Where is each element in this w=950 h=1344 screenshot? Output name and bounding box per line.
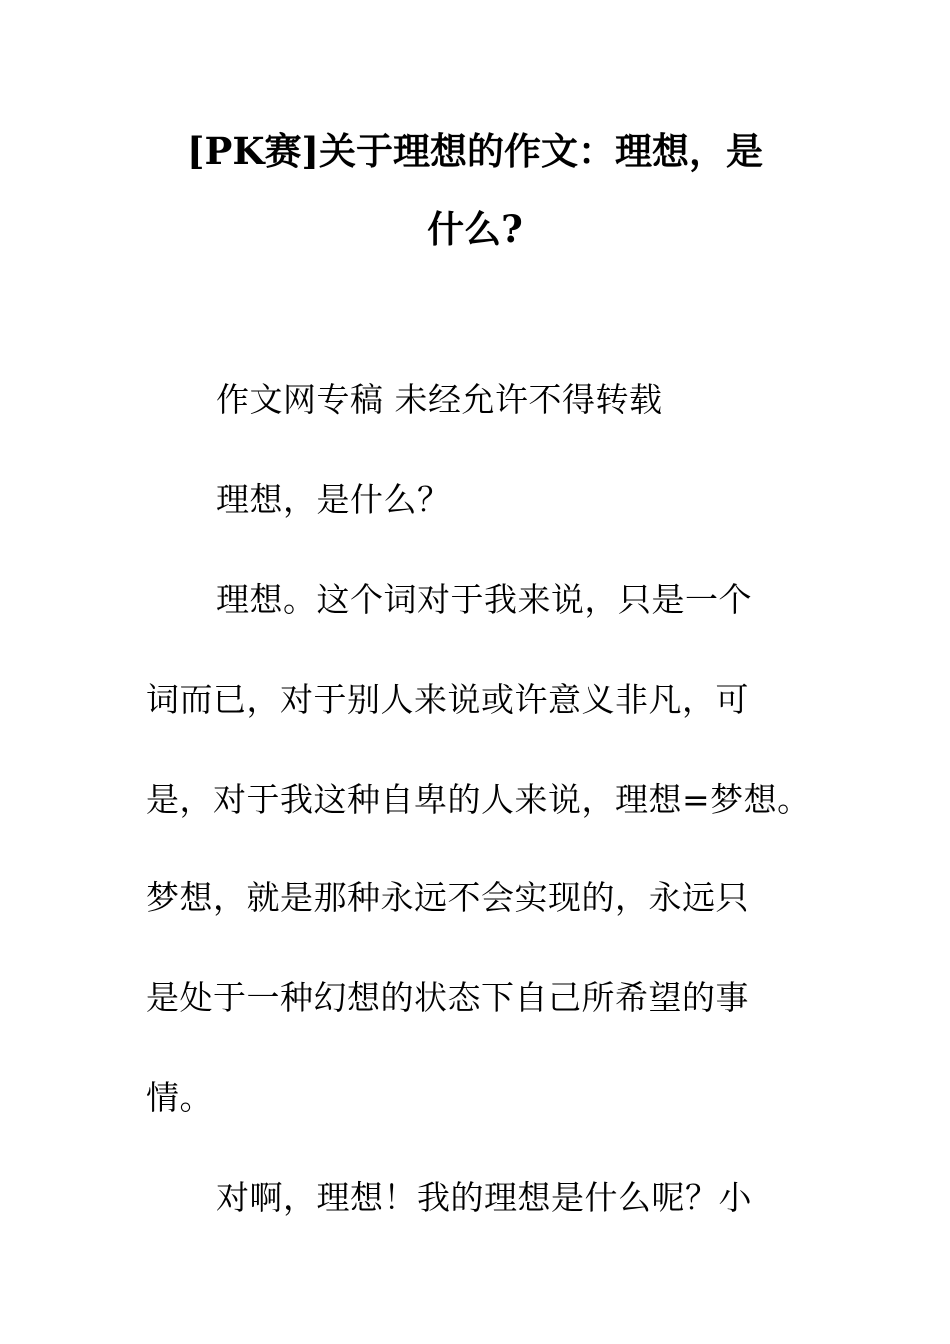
- document-title-line-1: [PK赛]关于理想的作文：理想，是: [187, 129, 763, 173]
- paragraph-line: 情。: [146, 1078, 213, 1117]
- source-notice: 作文网专稿 未经允许不得转载: [216, 380, 663, 419]
- paragraph-line: 是处于一种幻想的状态下自己所希望的事: [146, 978, 749, 1017]
- paragraph-line: 梦想，就是那种永远不会实现的，永远只: [146, 878, 749, 917]
- paragraph-line: 理想。这个词对于我来说，只是一个: [216, 580, 752, 619]
- paragraph-line: 是，对于我这种自卑的人来说，理想=梦想。: [146, 780, 811, 819]
- document-title-line-2: 什么?: [427, 207, 523, 251]
- paragraph-line: 对啊，理想！我的理想是什么呢？小: [216, 1178, 752, 1217]
- paragraph-line: 词而已，对于别人来说或许意义非凡，可: [146, 680, 749, 719]
- paragraph-line: 理想，是什么？: [216, 480, 451, 519]
